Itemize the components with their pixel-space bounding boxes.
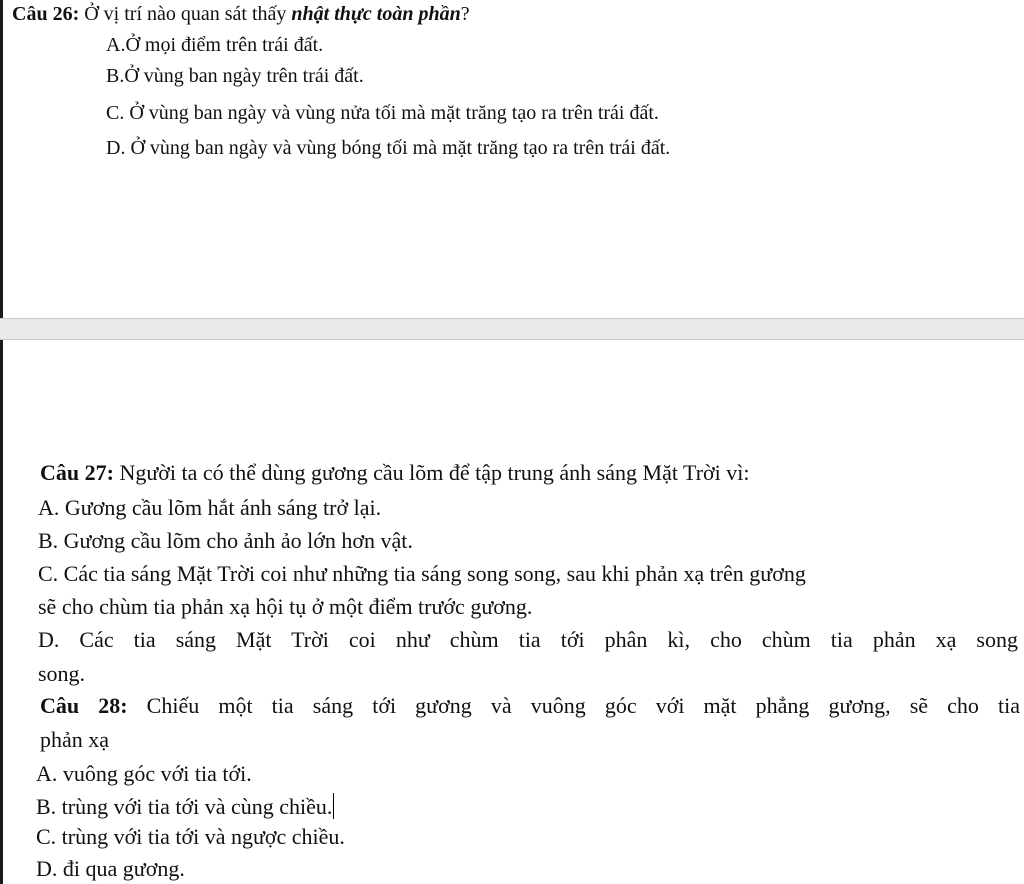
q27-option-b: B. Gương cầu lõm cho ảnh ảo lớn hơn vật.	[38, 528, 413, 553]
q28-stem-line1	[40, 695, 1020, 717]
q28-stem-line2: phản xạ	[40, 727, 110, 752]
q27-number: Câu 27:	[40, 460, 114, 485]
q26-stem	[12, 4, 470, 24]
page-break-separator	[0, 318, 1024, 340]
q28-stem-text: Chiếu một tia sáng tới gương và vuông góc với mặt phẳng gương, sẽ cho tia	[127, 693, 1020, 718]
q27-stem-text: Người ta có thể dùng gương cầu lõm để tập trung ánh sáng Mặt Trời vì:	[113, 460, 750, 485]
q28-option-d: D. đi qua gương.	[36, 856, 185, 881]
q27-option-d-line1: D. Các tia sáng Mặt Trời coi như chùm tia tới phân kì, cho chùm tia phản xạ song	[38, 627, 1018, 652]
q26-number: Câu 26:	[12, 3, 80, 25]
page-left-border	[0, 0, 3, 318]
q27-option-d-line2: song.	[38, 661, 86, 686]
q26-option-d: D. Ở vùng ban ngày và vùng bóng tối mà mặt trăng tạo ra trên trái đất.	[106, 137, 671, 159]
q28-option-c: C. trùng với tia tới và ngược chiều.	[36, 824, 345, 849]
q26-option-c: C. Ở vùng ban ngày và vùng nửa tối mà mặt trăng tạo ra trên trái đất.	[106, 102, 659, 124]
q27-option-c-line1: C. Các tia sáng Mặt Trời coi như những tia sáng song song, sau khi phản xạ trên gương	[38, 561, 806, 586]
q27-option-a: A. Gương cầu lõm hắt ánh sáng trở lại.	[38, 495, 382, 520]
q26-stem-prefix: Ở vị trí nào quan sát thấy	[79, 3, 292, 25]
q28-option-a: A. vuông góc với tia tới.	[36, 761, 252, 786]
q26-option-a: A.Ở mọi điểm trên trái đất.	[106, 34, 324, 56]
q26-option-b: B.Ở vùng ban ngày trên trái đất.	[106, 65, 364, 87]
text-cursor	[333, 793, 334, 819]
q26-stem-emphasis: nhật thực toàn phần	[291, 3, 461, 25]
q28-number: Câu 28:	[40, 693, 128, 718]
q27-stem	[40, 462, 750, 484]
page-left-border-lower	[0, 340, 3, 884]
q28-option-b-row	[36, 793, 334, 819]
q26-stem-suffix: ?	[460, 3, 470, 25]
q28-option-b: B. trùng với tia tới và cùng chiều.	[36, 794, 333, 819]
q27-option-c-line2: sẽ cho chùm tia phản xạ hội tụ ở một điểm trước gương.	[38, 594, 533, 619]
